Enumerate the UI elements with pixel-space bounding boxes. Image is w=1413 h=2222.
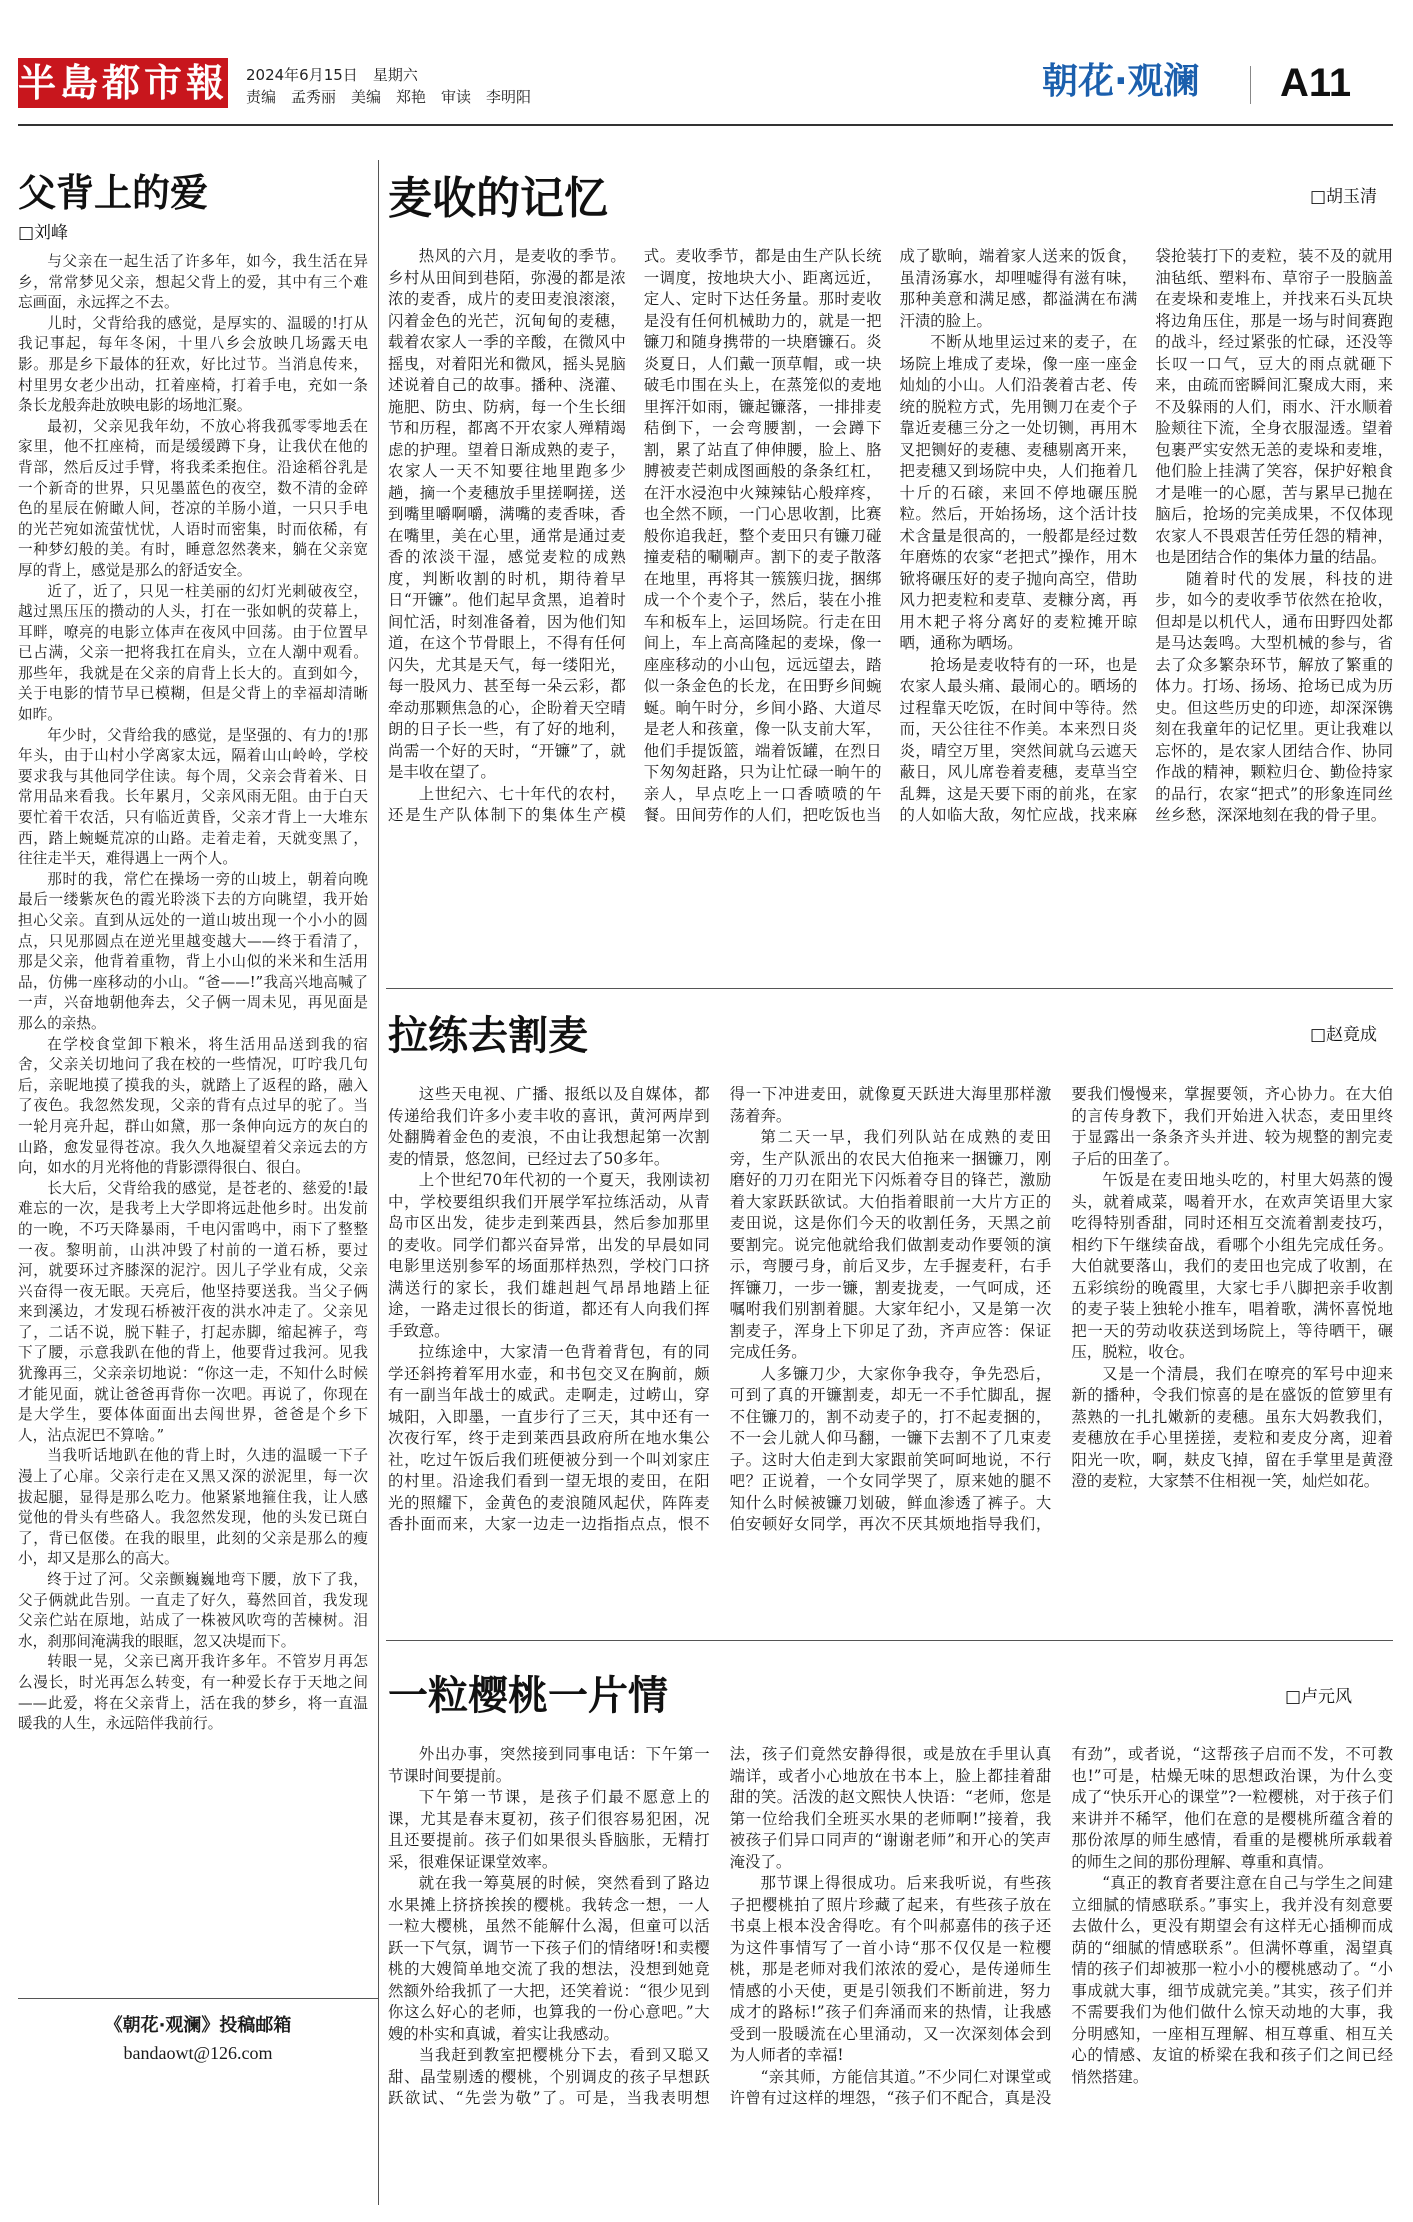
article-2-paragraph: 随着时代的发展，科技的进步，如今的麦收季节依然在抢收，但却是以机代人，通布田野四处都是马达轰鸣。大型机械的参与，省去了众多繁杂环节，解放了繁重的体力。打场、扬场、抢场已成为历史。但这些历史的印迹，却深深镌刻在我童年的记忆里。更让我难以忘怀的，是农家人团结合作、协同作战的精神，颗粒归仓、勤俭持家的品行，农家“把式”的形象连同丝丝乡愁，深深地刻在我的骨子里。 bbox=[1155, 569, 1393, 824]
article-1-paragraph: 长大后，父背给我的感觉，是苍老的、慈爱的!最难忘的一次，是我考上大学即将远赴他乡时。出发前的一晚，不巧天降暴雨，千电闪雷鸣中，雨下了整整一夜。黎明前，山洪冲毁了村前的一道石桥，要过河，就要环过齐膝深的泥泞。因儿子学业有成，父亲兴奋得一夜无眠。天亮后，他坚持要送我。当父子俩来到溪边，才发现石桥被汗夜的洪水冲走了。父亲见了，二话不说，脱下鞋子，打起赤脚，缩起裤子，弯下了腰，示意我趴在他的背上，他要背过我河。见我犹豫再三，父亲亲切地说：“你这一走，不知什么时候才能见面，就让爸爸再背你一次吧。再说了，你现在是大学生，要体体面面出去闯世界，爸爸是个乡下人，沾点泥巴不算啥。” bbox=[18, 1179, 368, 1444]
article-1-title: 父背上的爱 bbox=[18, 171, 209, 215]
article-3-paragraph: 第二天一早，我们列队站在成熟的麦田旁，生产队派出的农民大伯拖来一捆镰刀，刚磨好的刀刃在阳光下闪烁着夺目的锋芒，激励着大家跃跃欲试。大伯指着眼前一大片方正的麦田说，这是你们今天的收割任务，天黑之前要割完。说完他就给我们做割麦动作要领的演示，弯腰弓身，前后叉步，左手握麦秆，右手挥镰刀，一步一镰，割麦拢麦，一气呵成，还嘱咐我们别割着腿。大家年纪小，又是第一次割麦子，浑身上下卯足了劲，齐声应答：保证完成任务。 bbox=[729, 1128, 1052, 1361]
article-1-paragraph: 在学校食堂卸下粮米，将生活用品送到我的宿舍，父亲关切地问了我在校的一些情况，叮咛我几句后，亲昵地摸了摸我的头，就踏上了返程的路，融入了夜色。我忽然发现，父亲的背有点过早的驼了。当一轮月亮升起，群山如黛，那一条伸向远方的灰白的山路，愈发显得苍凉。我久久地凝望着父亲远去的方向，如水的月光将他的背影漂得很白、很白。 bbox=[18, 1035, 368, 1177]
article-4-author: □卢元风 bbox=[1285, 1687, 1353, 1707]
article-3-paragraph: 午饭是在麦田地头吃的，村里大妈蒸的馒头，就着咸菜，喝着开水，在欢声笑语里大家吃得特别香甜，同时还相互交流着割麦技巧，相约下午继续奋战，看哪个小组先完成任务。大伯就要落山，我们的麦田也完成了收割，在五彩缤纷的晚霞里，大家七手八脚把亲手收割的麦子装上独轮小推车，唱着歌，满怀喜悦地把一天的劳动收获送到场院上，等待晒干，碾压，脱粒，收仓。 bbox=[1071, 1171, 1393, 1361]
article-2-body bbox=[388, 246, 1393, 981]
article-3-author: □赵竟成 bbox=[1310, 1025, 1378, 1045]
section-name: 朝花·观澜 bbox=[1042, 61, 1200, 102]
article-1-author: □刘峰 bbox=[18, 223, 69, 243]
article-3-paragraph: 上个世纪70年代初的一个夏天，我刚读初中，学校要组织我们开展学军拉练活动，从青岛市区出发，徒步走到莱西县，然后参加那里的麦收。同学们都兴奋异常，出发的早晨如同电影里送别参军的场面那样热烈，学校门口挤满送行的家长，我们雄赳赳气昂昂地踏上征途，一路走过很长的街道，都还有人向我们挥手致意。 bbox=[388, 1171, 710, 1340]
article-2-title: 麦收的记忆 bbox=[388, 173, 608, 224]
article-1-paragraph: 那时的我，常伫在操场一旁的山坡上，朝着向晚最后一缕紫灰色的霞光聆淡下去的方向眺望，我开始担心父亲。直到从远处的一道山坡出现一个小小的圆点，只见那圆点在逆光里越变越大——终于看清了，那是父亲，他背着重物，背上小山似的米米和生活用品，仿佛一座移动的小山。“爸——!”我高兴地高喊了一声，兴奋地朝他奔去，父子俩一周未见，再见面是那么的亲热。 bbox=[18, 870, 368, 1032]
article-2-paragraph: 热风的六月，是麦收的季节。乡村从田间到巷陌，弥漫的都是浓浓的麦香，成片的麦田麦浪滚滚，闪着金色的光芒，沉甸甸的麦穗，载着农家人一季的辛酸，在微风中摇曳，对着阳光和微风，摇头晃脑述说着自己的故事。播种、浇灌、施肥、防虫、防病，每一个生长细节和历程，都离不开农家人殚精竭虑的护理。望着日渐成熟的麦子，农家人一天不知要往地里跑多少趟，摘一个麦穗放手里搓啊搓，送到嘴里嚼啊嚼，满嘴的麦香味，香在嘴里，美在心里，通常是通过麦香的浓淡干湿，感觉麦粒的成熟度，判断收割的时机，期待着早日“开镰”。他们起早贪黑，追着时间忙活，时刻准备着，因为他们知道，在这个节骨眼上，不得有任何闪失，尤其是天气，每一缕阳光，每一股风力、甚至每一朵云彩，都牵动那颗焦急的心，企盼着天空晴朗的日子长一些，有了好的地利，尚需一个好的天时，“开镰”了，就是丰收在望了。 bbox=[388, 247, 626, 781]
issue-date-line bbox=[246, 64, 418, 85]
article-3-paragraph: 这些天电视、广播、报纸以及自媒体，都传递给我们许多小麦丰收的喜讯，黄河两岸到处翻腾着金色的麦浪，不由让我想起第一次割麦的情景，悠忽间，已经过去了50多年。 bbox=[388, 1085, 710, 1168]
article-1-paragraph: 最初，父亲见我年幼，不放心将我孤零零地丢在家里，他不扛座椅，而是缓缓蹲下身，让我伏在他的背部，然后反过手臂，将我柔柔抱住。沿途稻谷乳是一个新奇的世界，只见墨蓝色的夜空，数不清的金碎色的星辰在俯瞰人间，苍凉的羊肠小道，一只只手电的光芒宛如流萤忧忧，人语时而密集，时而依稀，有一种梦幻般的美。有时，睡意忽然袭来，躺在父亲宽厚的背上，感觉是那么的舒适安全。 bbox=[18, 417, 368, 579]
article-4-paragraph: 外出办事，突然接到同事电话：下午第一节课时间要提前。 bbox=[388, 1745, 710, 1785]
article-4-paragraph: 那节课上得很成功。后来我听说，有些孩子把樱桃拍了照片珍藏了起来，有些孩子放在书桌上根本没舍得吃。有个叫郝嘉伟的孩子还为这件事情写了一首小诗“那不仅仅是一粒樱桃，那是老师对我们浓浓的爱心，是传递师生情感的小天使，更是引领我们不断前进，努力成才的路标!”孩子们奔涌而来的热情，让我感受到一股暖流在心里涌动，又一次深刻体会到为人师者的幸福! bbox=[729, 1874, 1052, 2064]
article-1-paragraph: 转眼一晃，父亲已离开我许多年。不管岁月再怎么漫长，时光再怎么转变，有一种爱长存于天地之间——此爱，将在父亲背上，活在我的梦乡，将一直温暖我的人生，永远陪伴我前行。 bbox=[18, 1653, 368, 1733]
article-1-paragraph: 年少时，父背给我的感觉，是坚强的、有力的!那年头，由于山村小学离家太远，隔着山山岭岭，学校要求我与其他同学住读。每个周，父亲会背着米、日常用品来看我。长年累月，父亲风雨无阻。由于白天要忙着干农活，只有临近黄昏，父亲才背上一大堆东西，踏上蜿蜒荒凉的山路。走着走着，天就变黑了，往往走半天，难得遇上一两个人。 bbox=[18, 726, 368, 868]
article-4-body bbox=[388, 1744, 1393, 2199]
article-1-paragraph: 终于过了河。父亲颤巍巍地弯下腰，放下了我，父子俩就此告别。一直走了好久，蓦然回首，我发现父亲伫站在原地，站成了一株被风吹弯的苦楝树。泪水，刹那间淹满我的眼眶，忽又决堤而下。 bbox=[18, 1571, 368, 1650]
article-2-paragraph: 抢场是麦收特有的一环，也是农家人最头痛、最闹心的。晒场的过程靠天吃饭，在时间中等待。然而，天公往往不作美。本来烈日炎炎，晴空万里，突然间就乌云遮天蔽日，风儿席卷着麦穗，麦草当空乱舞，这是天要下雨的前兆，在家的人如临大敌，匆忙应战，找来麻袋抢装打下的麦粒，装不及的就用油毡纸、塑料布、草帘子一股脑盖在麦垛和麦堆上，并找来石头瓦块将边角压住，那是一场与时间赛跑的战斗，经过紧张的忙碌，还没等长叹一口气，豆大的雨点就砸下来，由疏而密瞬间汇聚成大雨，来不及躲雨的人们，雨水、汗水顺着脸颊往下流，全身衣服湿透。望着包裹严实安然无恙的麦垛和麦堆，他们脸上挂满了笑容，保护好粮食才是唯一的心愿，苦与累早已抛在脑后，抢场的完美成果，不仅体现农家人不畏艰苦任劳任怨的精神，也是团结合作的集体力量的结晶。 bbox=[899, 247, 1393, 824]
column-rule-left bbox=[378, 160, 379, 2205]
article-3-body bbox=[388, 1084, 1393, 1634]
article-2-paragraph: 上世纪六、七十年代的农村，还是生产队体制下的集体生产模式。麦收季节，都是由生产队长统一调度，按地块大小、距离远近，定人、定时下达任务量。那时麦收是没有任何机械助力的，就是一把镰刀和随身携带的一块磨镰石。炎炎夏日，人们戴一顶草帽，或一块破毛巾围在头上，在蒸笼似的麦地里挥汗如雨，镰起镰落，一排排麦秸倒下，一会弯腰割，一会蹲下割，累了站直了伸伸腰，脸上、胳膊被麦芒刺成图画般的条条红杠，在汗水浸泡中火辣辣钻心般痒疼，也全然不顾，一门心思收割，比赛般你追我赶，整个麦田只有镰刀碰撞麦秸的唰唰声。割下的麦子散落在地里，再将其一簇簇归拢，捆绑成一个个麦个子，然后，装在小推车和板车上，运回场院。行走在田间上，车上高高隆起的麦垛，像一座座移动的小山包，远远望去，踏似一条金色的长龙，在田野乡间蜿蜒。晌午时分，乡间小路、大道尽是老人和孩童，像一队支前大军，他们手提饭篮，端着饭罐，在烈日下匆匆赶路，只为让忙碌一晌午的亲人，早点吃上一口香喷喷的午餐。田间劳作的人们，把吃饭也当成了歇晌，端着家人送来的饭食，虽清汤寡水，却哩嘘得有滋有味，那种美意和满足感，都溢满在布满汗渍的脸上。 bbox=[388, 247, 1138, 824]
article-1-body bbox=[18, 252, 368, 1992]
header-divider bbox=[1250, 66, 1251, 104]
article-4-paragraph: 下午第一节课，是孩子们最不愿意上的课，尤其是春末夏初，孩子们很容易犯困，况且还要提前。孩子们如果很头昏脑胀，无精打采，很难保证课堂效率。 bbox=[388, 1788, 710, 1871]
editor-credits: 责编 孟秀丽 美编 郑艳 审读 李明阳 bbox=[246, 88, 532, 106]
section-rule-2 bbox=[386, 1640, 1393, 1641]
section-rule-1 bbox=[386, 988, 1393, 989]
issue-date: 2024年6月15日 bbox=[246, 66, 358, 84]
article-4-paragraph: 就在我一筹莫展的时候，突然看到了路边水果摊上挤挤挨挨的樱桃。我转念一想，一人一粒大樱桃，虽然不能解什么渴，但童可以活跃一下气氛，调节一下孩子们的情绪呀!和卖樱桃的大嫂简单地交流了我的想法，没想到她竟然额外给我抓了一大把，还笑着说：“很少见到你这么好心的老师，也算我的一份心意吧。”大嫂的朴实和真诚，着实让我感动。 bbox=[388, 1874, 710, 2043]
mailbox-email[interactable]: bandaowt@126.com bbox=[123, 2043, 273, 2063]
submission-mailbox bbox=[18, 1998, 378, 2064]
article-4-paragraph: “亲其师，方能信其道。”不少同仁对课堂或许曾有过这样的埋怨，“孩子们不配合，真是没有劲”，或者说，“这帮孩子启而不发，不可教也!”可是，枯燥无味的思想政治课，为什么变成了“快乐开心的课堂”?一粒樱桃，对于孩子们来讲并不稀罕，他们在意的是樱桃所蕴含着的那份浓厚的师生感情，看重的是樱桃所承载着的师生之间的那份理解、尊重和真情。 bbox=[729, 1745, 1393, 2107]
masthead-logo: 半島都市報 bbox=[18, 58, 228, 108]
article-1-paragraph: 与父亲在一起生活了许多年，如今，我生活在异乡，常常梦见父亲，想起父背上的爱，其中有三个难忘画面，永远挥之不去。 bbox=[18, 253, 368, 312]
article-4-title: 一粒樱桃一片情 bbox=[388, 1673, 668, 1719]
article-1-paragraph: 儿时，父背给我的感觉，是厚实的、温暖的!打从我记事起，每年冬闲，十里八乡会放映几场露天电影。那是乡下最体的狂欢，好比过节。当消息传来，村里男女老少出动，扛着座椅，打着手电，充如一条条长龙般奔赴放映电影的场地汇聚。 bbox=[18, 314, 368, 415]
article-4-paragraph: “真正的教育者要注意在自己与学生之间建立细腻的情感联系。”事实上，我并没有刻意要去做什么，更没有期望会有这样无心插柳而成荫的“细腻的情感联系”。但满怀尊重，渴望真情的孩子们却被那一粒小小的樱桃感动了。“小事成就大事，细节成就完美。”其实，孩子们并不需要我们为他们做什么惊天动地的大事，我分明感知，一座相互理解、相互尊重、相互关心的情感、友谊的桥梁在我和孩子们之间已经悄然搭建。 bbox=[1071, 1874, 1393, 2086]
article-4-paragraph: 当我赶到教室把樱桃分下去，看到又聪又甜、晶莹剔透的樱桃，个别调皮的孩子早想跃跃欲试、“先尝为敬”了。可是，当我表明想法，孩子们竟然安静得很，或是放在手里认真端详，或者小心地放在书本上，脸上都挂着甜甜的笑。活泼的赵文熙快人快语：“老师，您是第一位给我们全班买水果的老师啊!”接着，我被孩子们异口同声的“谢谢老师”和开心的笑声淹没了。 bbox=[388, 1745, 1052, 2107]
article-3-paragraph: 人多镰刀少，大家你争我夺，争先恐后，可到了真的开镰割麦，却无一不手忙脚乱，握不住镰刀的，割不动麦子的，打不起麦捆的，不一会儿就人仰马翻，一镰下去割不了几束麦子。这时大伯走到大家跟前笑呵呵地说，不行吧？正说着，一个女同学哭了，原来她的腿不知什么时候被镰刀划破，鲜血渗透了裤子。大伯安顿好女同学，再次不厌其烦地指导我们，要我们慢慢来，掌握要领，齐心协力。在大伯的言传身教下，我们开始进入状态，麦田里终于显露出一条条齐头并进、较为规整的割完麦子后的田垄了。 bbox=[729, 1085, 1393, 1533]
article-2-paragraph: 不断从地里运过来的麦子，在场院上堆成了麦垛，像一座一座金灿灿的小山。人们沿袭着古老、传统的脱粒方式，先用铡刀在麦个子靠近麦穗三分之一处切铡，再用木叉把铡好的麦穗、麦穗剔离开来，把麦穗又到场院中央，人们拖着几十斤的石磙，来回不停地碾压脱粒。然后，开始扬场，这个活计技术含量是很高的，一般都是经过数年磨炼的农家“老把式”操作，用木锨将碾压好的麦子抛向高空，借助风力把麦粒和麦草、麦糠分离，再用木耙子将分离好的麦粒摊开晾晒，通称为晒场。 bbox=[899, 333, 1138, 652]
mailbox-title: 《朝花·观澜》投稿邮箱 bbox=[104, 2015, 292, 2036]
header-rule bbox=[18, 124, 1393, 126]
article-3-paragraph: 又是一个清晨，我们在嘹亮的军号中迎来新的播种，令我们惊喜的是在盛饭的笸箩里有蒸熟的一扎扎嫩新的麦穗。虽东大妈教我们，麦穗放在手心里搓搓，麦粒和麦皮分离，迎着阳光一吹，啊，麸皮飞掉，留在手掌里是黄澄澄的麦粒，大家禁不住相视一笑，灿烂如花。 bbox=[1071, 1364, 1393, 1490]
issue-weekday: 星期六 bbox=[372, 66, 418, 84]
article-3-title: 拉练去割麦 bbox=[388, 1013, 588, 1059]
article-1-paragraph: 近了，近了，只见一柱美丽的幻灯光刺破夜空，越过黑压压的攒动的人头，打在一张如帆的荧幕上，耳畔，嘹亮的电影立体声在夜风中回荡。由于位置早已占满，父亲一把将我扛在肩头，立在人潮中观看。那些年，我就是在父亲的肩背上长大的。直到如今，关于电影的情节早已模糊，但是父背上的幸福却清晰如昨。 bbox=[18, 582, 368, 724]
article-3-paragraph: 拉练途中，大家清一色背着背包，有的同学还斜挎着军用水壶，和书包交叉在胸前，颇有一副当年战士的威武。走啊走，过崂山，穿城阳，入即墨，一直步行了三天，其中还有一次夜行军，终于走到莱西县政府所在地水集公社，吃过午饭后我们班便被分到一个叫刘家庄的村里。沿途我们看到一望无垠的麦田，在阳光的照耀下，金黄色的麦浪随风起伏，阵阵麦香扑面而来，大家一边走一边指指点点，恨不得一下冲进麦田，就像夏天跃进大海里那样激荡着奔。 bbox=[388, 1085, 1052, 1533]
article-2-author: □胡玉清 bbox=[1310, 187, 1378, 207]
page-number: A11 bbox=[1280, 61, 1352, 105]
article-1-paragraph: 当我听话地趴在他的背上时，久违的温暖一下子漫上了心扉。父亲行走在又黑又深的淤泥里，每一次拔起腿，显得是那么吃力。他紧紧地箍住我，让人感觉他的骨头有些硌人。我忽然发现，他的头发已斑白了，背已伛偻。在我的眼里，此刻的父亲是那么的瘦小，却又是那么的高大。 bbox=[18, 1447, 368, 1568]
